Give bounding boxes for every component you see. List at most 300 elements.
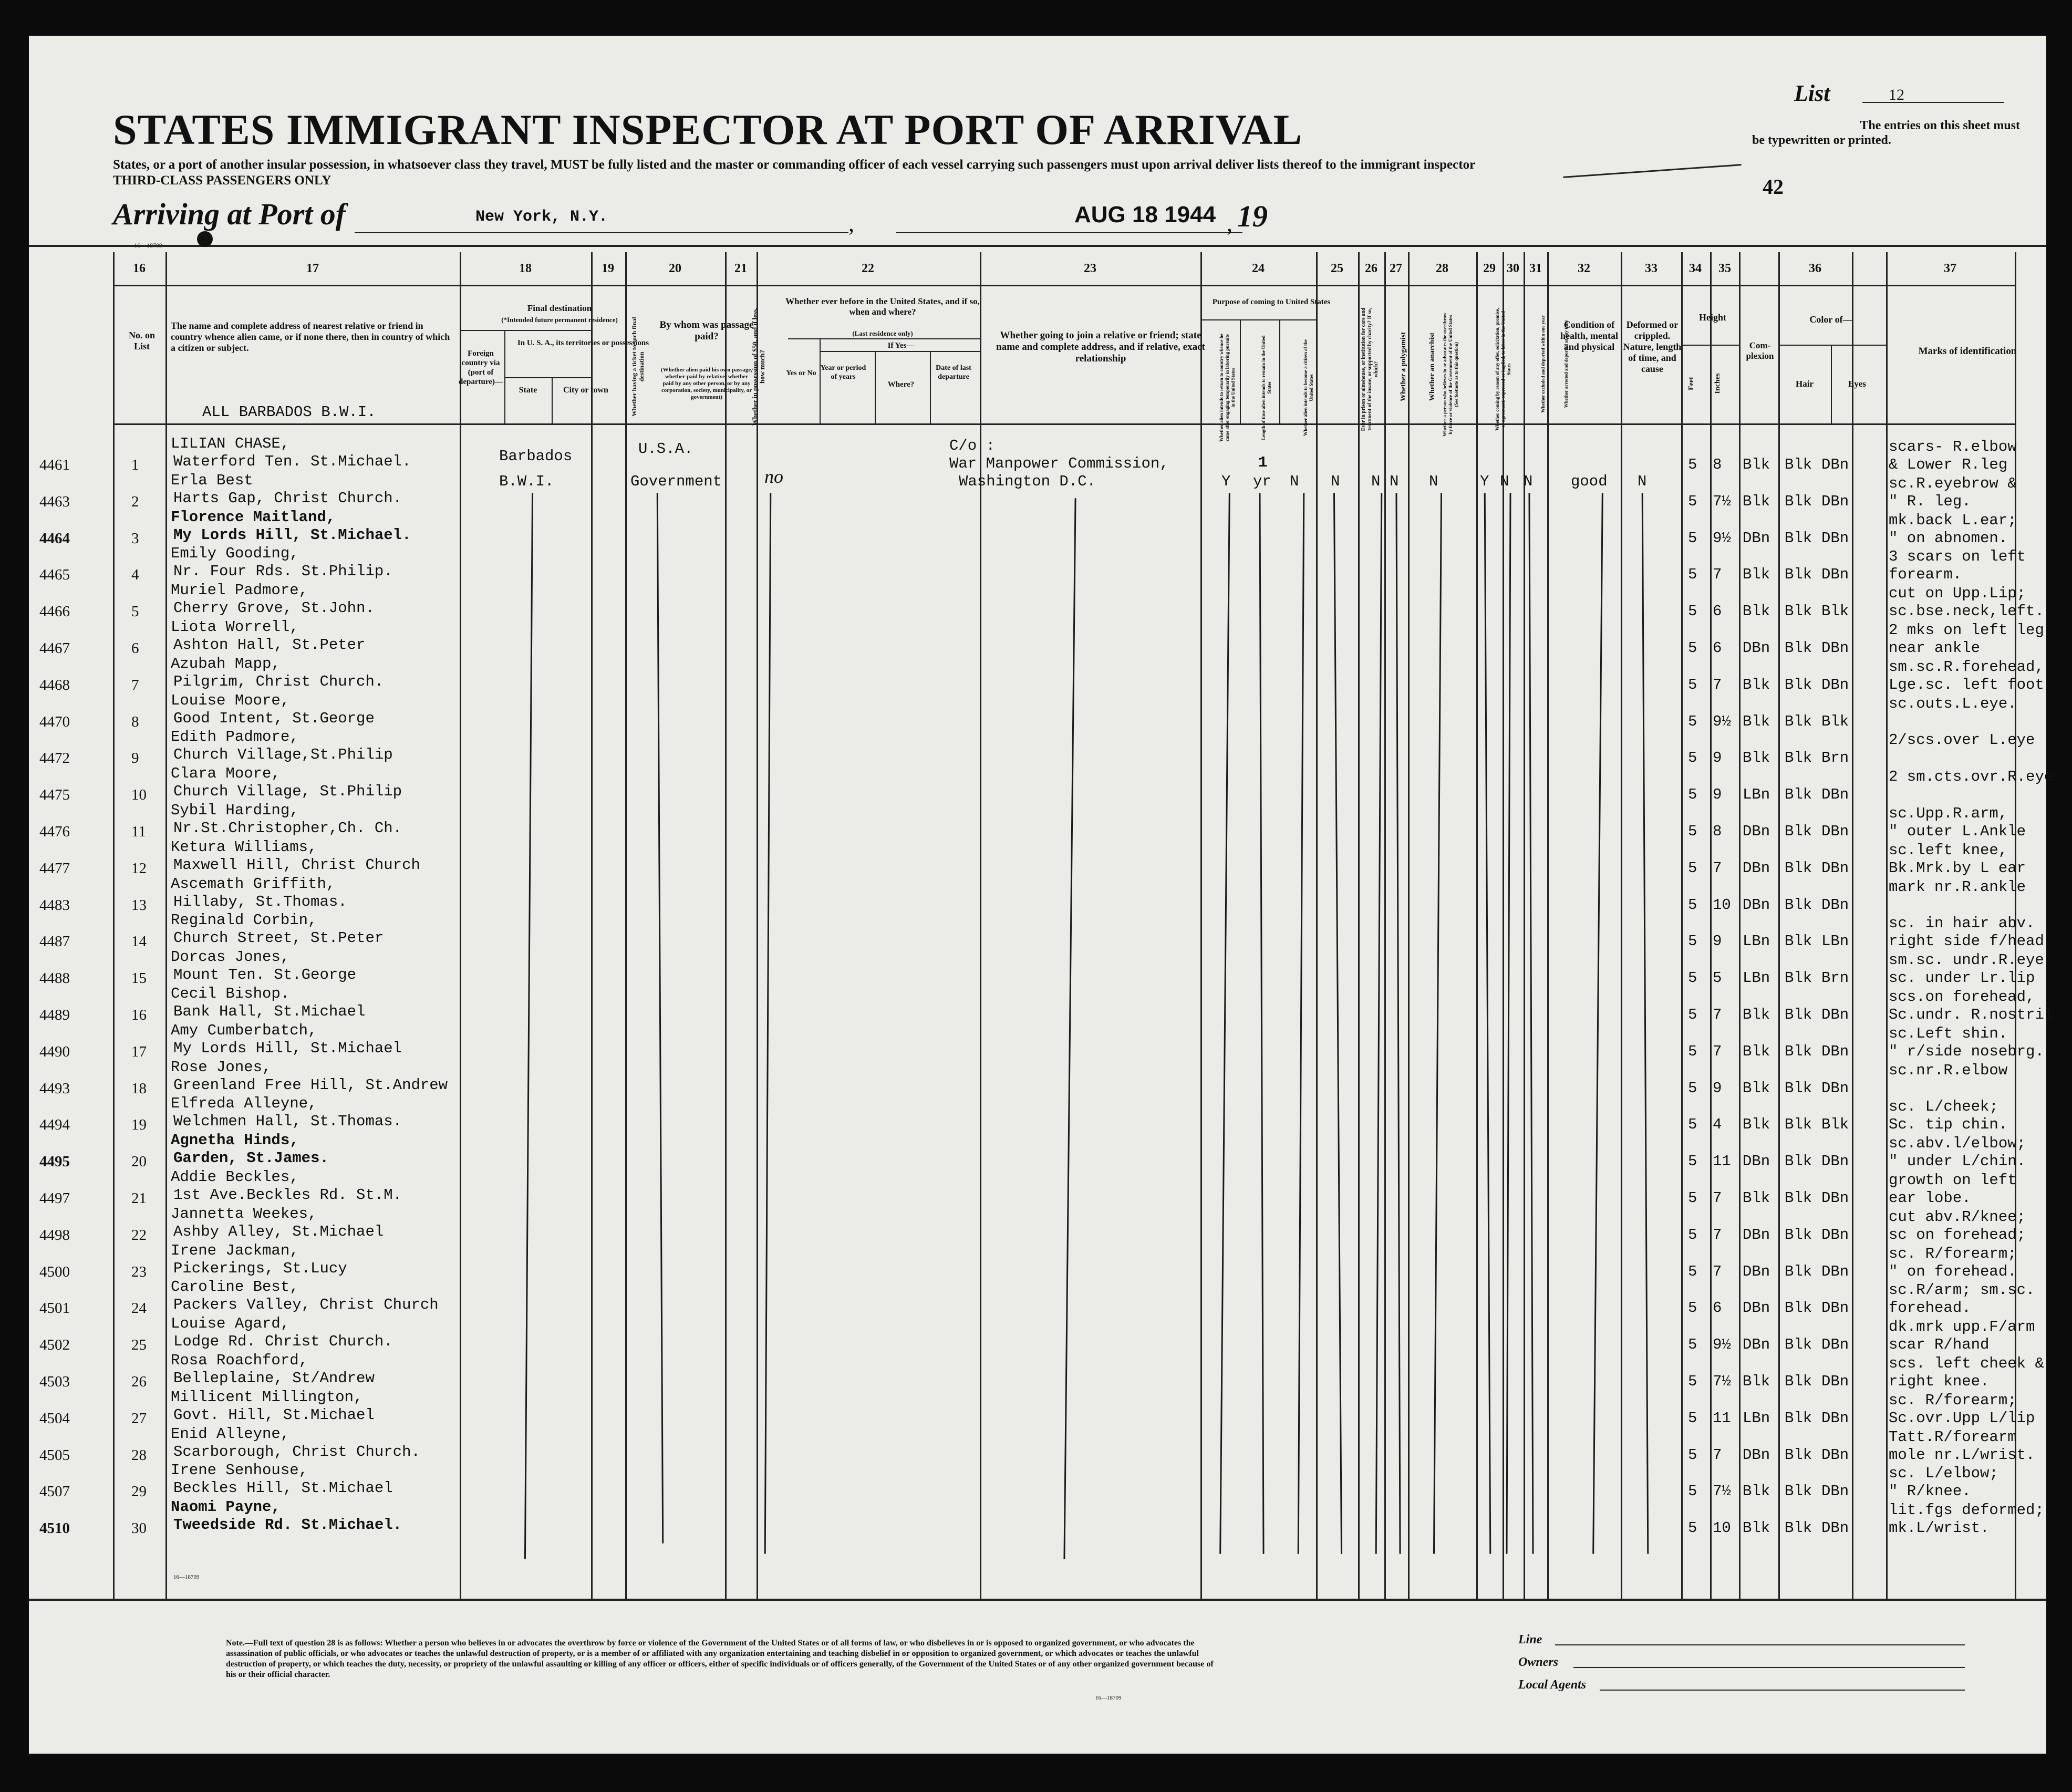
height-feet: 5 (1688, 969, 1697, 987)
height-feet: 5 (1688, 530, 1697, 547)
complexion-value: DBn (1743, 530, 1770, 547)
height-inches: 5 (1713, 969, 1722, 987)
header-before-in-us-sub: (Last residence only) (852, 329, 913, 337)
eye-color-value: DBn (1821, 566, 1849, 583)
height-feet: 5 (1688, 456, 1697, 473)
height-inches: 9½ (1713, 530, 1731, 547)
passenger-relative-name: Florence Maitland, (171, 509, 336, 526)
identification-marks-line-1: sc. R/forearm; (1889, 1392, 2017, 1409)
passenger-relative-name: Jannetta Weekes, (171, 1205, 317, 1223)
eye-color-value: DBn (1821, 1410, 1849, 1427)
strike-mark (1563, 164, 1741, 178)
date-stamp: AUG 18 1944 (1074, 202, 1216, 227)
comma-mark: , (1227, 211, 1232, 236)
identification-marks-line-2: & Lower R.leg (1889, 456, 2008, 473)
header-health: Condition of health, mental and physical (1560, 319, 1618, 352)
identification-marks-line-2: right side f/head (1889, 933, 2044, 950)
row-list-number: 7 (131, 677, 139, 693)
row-list-number: 14 (131, 933, 147, 950)
join-line-3: Washington D.C. (959, 473, 1096, 490)
hair-color-value: Blk (1785, 676, 1812, 693)
class-line: THIRD-CLASS PASSENGERS ONLY (113, 173, 331, 188)
table-row (29, 802, 2046, 838)
hair-color-value: Blk (1785, 1226, 1812, 1244)
row-list-number: 15 (131, 970, 147, 987)
hair-color-value: Blk (1785, 1483, 1812, 1500)
hair-color-value: Blk (1785, 1299, 1812, 1317)
year-prefix: 19 (1237, 199, 1268, 233)
header-purpose-c: Whether alien intends to become a citizen of the United States (1303, 339, 1314, 436)
eye-color-value: DBn (1821, 1006, 1849, 1023)
eye-color-value: DBn (1821, 896, 1849, 914)
passenger-relative-name: Addie Beckles, (171, 1168, 299, 1186)
height-feet: 5 (1688, 1043, 1697, 1060)
identification-marks-line-1: sm.sc.R.forehead, (1889, 658, 2044, 676)
identification-marks-line-1: sc.Left shin. (1889, 1025, 2008, 1042)
column-number: 34 (1689, 262, 1702, 275)
identification-marks-line-2: " on abnomen. (1889, 530, 2008, 547)
row-list-number: 17 (131, 1043, 147, 1060)
row-reference-number: 4461 (39, 457, 70, 473)
list-label: List (1794, 80, 1830, 106)
table-row (29, 655, 2046, 691)
identification-marks-line-1: cut on Upp.Lip; (1889, 585, 2026, 602)
header-color-of: Color of— (1809, 314, 1852, 325)
row-list-number: 9 (131, 750, 139, 766)
row-list-number: 28 (131, 1447, 147, 1464)
height-inches: 6 (1713, 1299, 1722, 1317)
row-list-number: 12 (131, 860, 147, 877)
row-reference-number: 4488 (39, 970, 70, 987)
row-reference-number: 4503 (39, 1373, 70, 1390)
identification-marks-line-1: 2 sm.cts.ovr.R.eye (1889, 768, 2054, 785)
hair-color-value: Blk (1785, 1189, 1812, 1207)
join-line-1: C/o : (949, 437, 996, 454)
destination-state-1: Barbados (499, 448, 573, 465)
row-list-number: 10 (131, 786, 147, 803)
complexion-value: DBn (1743, 1299, 1770, 1317)
complexion-value: Blk (1743, 1189, 1770, 1207)
passenger-relative-name: Irene Senhouse, (171, 1462, 308, 1479)
height-inches: 10 (1713, 1519, 1731, 1537)
passenger-relative-address: Church Street, St.Peter (173, 929, 384, 947)
passenger-relative-address: Hillaby, St.Thomas. (173, 893, 347, 910)
identification-marks-line-1: sc. L/elbow; (1889, 1465, 1998, 1482)
row-reference-number: 4498 (39, 1227, 70, 1244)
table-row (29, 692, 2046, 728)
passenger-relative-address: Waterford Ten. St.Michael. (173, 453, 411, 470)
page-number: 42 (1763, 175, 1784, 199)
labor-offer-value: Y (1480, 473, 1489, 490)
hair-color-value: Blk (1785, 1043, 1812, 1060)
row-reference-number: 4497 (39, 1190, 70, 1207)
complexion-value: LBn (1743, 786, 1770, 803)
passenger-relative-name: LILIAN CHASE, (171, 435, 290, 452)
complexion-value: Blk (1743, 603, 1770, 620)
form-number-table: 16—18709 (173, 1574, 200, 1580)
column-number: 21 (734, 262, 747, 275)
eye-color-value: DBn (1821, 493, 1849, 510)
height-feet: 5 (1688, 1373, 1697, 1390)
column-number: 31 (1529, 262, 1542, 275)
passenger-relative-name: Elfreda Alleyne, (171, 1095, 317, 1112)
identification-marks-line-2: scar R/hand (1889, 1336, 1990, 1353)
eye-color-value: DBn (1821, 786, 1849, 803)
table-row (29, 948, 2046, 985)
complexion-value: Blk (1743, 1080, 1770, 1097)
identification-marks-line-1: sc.Upp.R.arm, (1889, 805, 2008, 822)
eye-color-value: DBn (1821, 1519, 1849, 1537)
identification-marks-line-2: sc. under Lr.lip (1889, 969, 2035, 987)
complexion-value: LBn (1743, 933, 1770, 950)
passenger-relative-address: Cherry Grove, St.John. (173, 599, 375, 617)
passenger-relative-name: Cecil Bishop. (171, 985, 290, 1002)
height-feet: 5 (1688, 1483, 1697, 1500)
passenger-relative-address: Garden, St.James. (173, 1149, 329, 1167)
complexion-value: DBn (1743, 1446, 1770, 1464)
form-title: STATES IMMIGRANT INSPECTOR AT PORT OF ARRIVAL (113, 106, 1303, 153)
height-feet: 5 (1688, 1446, 1697, 1464)
row-reference-number: 4464 (39, 530, 70, 547)
row-list-number: 26 (131, 1373, 147, 1390)
line-field (1555, 1644, 1965, 1645)
identification-marks-line-1: mk.back L.ear; (1889, 512, 2017, 529)
row-list-number: 21 (131, 1190, 147, 1207)
anarchist-value: N (1390, 473, 1399, 490)
column-17-note: ALL BARBADOS B.W.I. (202, 403, 376, 421)
table-row (29, 545, 2046, 581)
passenger-relative-name: Erla Best (171, 472, 253, 489)
height-feet: 5 (1688, 639, 1697, 657)
row-reference-number: 4494 (39, 1116, 70, 1133)
hair-color-value: Blk (1785, 1080, 1812, 1097)
hair-color-value: Blk (1785, 456, 1812, 473)
height-inches: 7 (1713, 1226, 1722, 1244)
header-rule (29, 245, 2046, 247)
money-handwritten: no (764, 466, 783, 487)
hair-color-value: Blk (1785, 603, 1812, 620)
hair-color-value: Blk (1785, 1153, 1812, 1170)
form-subtitle: States, or a port of another insular possession, in whatsoever class they travel, MUST be fully listed and the master or commanding officer of each vessel carrying such passengers must upon arrival deliver lists thereof to the immigrant inspector (113, 158, 1476, 172)
passenger-relative-address: Lodge Rd. Christ Church. (173, 1333, 393, 1350)
identification-marks-line-2: forehead. (1889, 1299, 1971, 1317)
passenger-relative-name: Ketura Williams, (171, 838, 317, 856)
agents-label: Local Agents (1518, 1678, 1587, 1692)
complexion-value: DBn (1743, 859, 1770, 877)
eye-color-value: DBn (1821, 1446, 1849, 1464)
passenger-relative-address: Bank Hall, St.Michael (173, 1003, 366, 1020)
grid-subheader-line (1200, 319, 1316, 320)
header-feet: Feet (1687, 377, 1695, 390)
destination-state-2: B.W.I. (499, 473, 554, 490)
deformed-value: N (1638, 473, 1647, 490)
height-inches: 9 (1713, 786, 1722, 803)
eye-color-value: LBn (1821, 933, 1849, 950)
height-inches: 9 (1713, 1080, 1722, 1097)
header-overthrow: Whether a person who believes in or advocates the overthrow by force or violence of the Government of the United States (See footnote as to this question) (1442, 313, 1459, 437)
hair-color-value: Blk (1785, 969, 1812, 987)
row-list-number: 22 (131, 1227, 147, 1244)
row-reference-number: 4495 (39, 1153, 70, 1170)
eye-color-value: DBn (1821, 530, 1849, 547)
passenger-relative-name: Rosa Roachford, (171, 1352, 308, 1369)
row-list-number: 23 (131, 1263, 147, 1280)
complexion-value: DBn (1743, 1226, 1770, 1244)
grid-subheader-line (504, 377, 591, 378)
passenger-relative-name: Edith Padmore, (171, 728, 299, 745)
header-relative: The name and complete address of nearest relative or friend in country whence alien came, or if none there, then in country of which a citizen or subject. (171, 320, 450, 353)
identification-marks-line-2: mole nr.L/wrist. (1889, 1446, 2035, 1464)
header-deformed: Deformed or crippled. Nature, length of time, and cause (1623, 319, 1682, 374)
height-feet: 5 (1688, 786, 1697, 803)
passenger-relative-name: Ascemath Griffith, (171, 875, 336, 893)
column-number: 35 (1718, 262, 1731, 275)
column-number: 37 (1944, 262, 1956, 275)
table-row (29, 1168, 2046, 1205)
height-inches: 11 (1713, 1410, 1731, 1427)
eye-color-value: DBn (1821, 859, 1849, 877)
height-feet: 5 (1688, 1299, 1697, 1317)
passenger-relative-name: Agnetha Hinds, (171, 1132, 299, 1149)
identification-marks-line-2: " R/knee. (1889, 1483, 1971, 1500)
ink-dot (197, 231, 213, 247)
hair-color-value: Blk (1785, 1373, 1812, 1390)
hair-color-value: Blk (1785, 566, 1812, 583)
height-feet: 5 (1688, 933, 1697, 950)
arrested-value: N (1524, 473, 1533, 490)
row-reference-number: 4490 (39, 1043, 70, 1060)
row-reference-number: 4487 (39, 933, 70, 950)
identification-marks-line-1: sc. R/forearm; (1889, 1245, 2017, 1262)
list-number: 12 (1889, 86, 1904, 103)
height-inches: 8 (1713, 823, 1722, 840)
header-if-yes: If Yes— (887, 341, 915, 350)
passenger-relative-address: Pickerings, St.Lucy (173, 1260, 347, 1277)
identification-marks-line-2: " outer L.Ankle (1889, 823, 2026, 840)
hair-color-value: Blk (1785, 1006, 1812, 1023)
manifest-sheet (29, 36, 2054, 1754)
identification-marks-line-2: sc on forehead; (1889, 1226, 2026, 1244)
passenger-relative-address: Govt. Hill, St.Michael (173, 1406, 375, 1424)
column-number: 27 (1390, 262, 1402, 275)
length-value: 1 (1258, 454, 1268, 471)
header-hair: Hair (1796, 379, 1814, 389)
passenger-relative-address: Nr. Four Rds. St.Philip. (173, 563, 393, 580)
table-row (29, 1095, 2046, 1131)
column-number: 18 (519, 262, 532, 275)
height-inches: 7 (1713, 1263, 1722, 1280)
identification-marks-line-1: cut abv.R/knee; (1889, 1208, 2026, 1226)
height-feet: 5 (1688, 493, 1697, 510)
identification-marks-line-2: Sc.undr. R.nostril (1889, 1006, 2054, 1023)
complexion-value: Blk (1743, 1116, 1770, 1133)
passenger-relative-address: My Lords Hill, St.Michael. (173, 526, 411, 544)
row-list-number: 29 (131, 1483, 147, 1500)
passenger-relative-name: Reginald Corbin, (171, 911, 317, 929)
passenger-relative-address: Beckles Hill, St.Michael (173, 1479, 393, 1497)
hair-color-value: Blk (1785, 493, 1812, 510)
eye-color-value: DBn (1821, 676, 1849, 693)
table-row (29, 1059, 2046, 1095)
complexion-value: Blk (1743, 1006, 1770, 1023)
header-last-departure: Date of last departure (936, 364, 971, 381)
identification-marks-line-1: growth on left (1889, 1172, 2017, 1189)
identification-marks-line-1: sc.R/arm; sm.sc. (1889, 1281, 2035, 1299)
row-list-number: 30 (131, 1520, 147, 1537)
row-reference-number: 4489 (39, 1007, 70, 1023)
header-excluded: Whether excluded and deported within one year (1540, 315, 1546, 413)
complexion-value: DBn (1743, 1263, 1770, 1280)
hair-color-value: Blk (1785, 859, 1812, 877)
passenger-relative-address: Packers Valley, Christ Church (173, 1296, 439, 1313)
height-inches: 7 (1713, 1189, 1722, 1207)
height-feet: 5 (1688, 1519, 1697, 1537)
list-underline (1862, 102, 2004, 103)
passenger-relative-name: Naomi Payne, (171, 1498, 281, 1516)
height-inches: 6 (1713, 639, 1722, 657)
comma-mark: , (848, 211, 854, 236)
identification-marks-line-1: scs.on forehead, (1889, 988, 2035, 1006)
table-row (29, 1315, 2046, 1351)
passenger-relative-name: Rose Jones, (171, 1059, 272, 1076)
identification-marks-line-2: " R. leg. (1889, 493, 1971, 510)
complexion-value: DBn (1743, 823, 1770, 840)
identification-marks-line-1: Tatt.R/forearm (1889, 1428, 2017, 1446)
footnote-form-number: 16—18709 (1095, 1695, 1122, 1701)
passenger-relative-name: Clara Moore, (171, 765, 281, 782)
table-row (29, 582, 2046, 618)
complexion-value: Blk (1743, 493, 1770, 510)
grid-subheader-column (504, 330, 505, 423)
identification-marks-line-2: Bk.Mrk.by L ear (1889, 859, 2026, 877)
row-list-number: 25 (131, 1337, 147, 1353)
header-height: Height (1699, 312, 1726, 323)
eye-color-value: DBn (1821, 1189, 1849, 1207)
excluded-value: N (1500, 473, 1509, 490)
health-value: good (1571, 473, 1608, 490)
height-inches: 9 (1713, 749, 1722, 766)
column-number: 25 (1331, 262, 1343, 275)
header-eyes: Eyes (1848, 379, 1866, 389)
identification-marks-line-1: 2 mks on left leg (1889, 621, 2044, 639)
header-final-destination-sub: (*Intended future permanent residence) (501, 316, 618, 324)
passenger-relative-address: 1st Ave.Beckles Rd. St.M. (173, 1186, 402, 1204)
eye-color-value: DBn (1821, 1373, 1849, 1390)
height-inches: 11 (1713, 1153, 1731, 1170)
agents-field (1600, 1690, 1965, 1691)
header-purpose: Purpose of coming to United States (1212, 298, 1331, 306)
arriving-label: Arriving at Port of (113, 197, 346, 231)
row-reference-number: 4493 (39, 1080, 70, 1097)
height-feet: 5 (1688, 1080, 1697, 1097)
passenger-relative-name: Louise Agard, (171, 1315, 290, 1332)
eye-color-value: Blk (1821, 1116, 1849, 1133)
identification-marks-line-2: sc.bse.neck,left. (1889, 603, 2044, 620)
height-feet: 5 (1688, 676, 1697, 693)
footer-rule (29, 1599, 2046, 1601)
eye-color-value: DBn (1821, 639, 1849, 657)
passenger-relative-name: Enid Alleyne, (171, 1425, 290, 1443)
height-inches: 7 (1713, 566, 1722, 583)
entries-note-2: be typewritten or printed. (1752, 133, 1891, 147)
header-purpose-b: Length of time alien intends to remain in the United States (1261, 335, 1272, 440)
identification-marks-line-1: 3 scars on left (1889, 548, 2026, 565)
complexion-value: Blk (1743, 566, 1770, 583)
header-marks: Marks of identification (1918, 346, 2017, 357)
height-inches: 9 (1713, 933, 1722, 950)
header-labor-offer: Whether coming by reason of any offer, solicitation, promise, or agreement, expressed or implied, to labor in the United States (1495, 308, 1511, 431)
join-line-2: War Manpower Commission, (949, 455, 1169, 472)
row-list-number: 27 (131, 1410, 147, 1427)
eye-color-value: DBn (1821, 456, 1849, 473)
grid-subheader-line (460, 330, 591, 331)
header-final-destination: Final destination (527, 303, 592, 313)
hair-color-value: Blk (1785, 1263, 1812, 1280)
line-label: Line (1518, 1633, 1542, 1646)
owners-label: Owners (1518, 1655, 1559, 1669)
header-state: State (519, 386, 537, 395)
column-number: 20 (669, 262, 681, 275)
column-number: 29 (1483, 262, 1496, 275)
table-row (29, 765, 2054, 803)
passenger-relative-address: Tweedside Rd. St.Michael. (173, 1516, 402, 1534)
identification-marks-line-1: sc.left knee, (1889, 842, 2008, 859)
passenger-relative-name: Sybil Harding, (171, 802, 299, 819)
height-inches: 7½ (1713, 1483, 1731, 1500)
prison-value: N (1331, 473, 1340, 490)
identification-marks-line-2: near ankle (1889, 639, 1981, 657)
table-row (29, 618, 2046, 655)
height-inches: 7½ (1713, 1373, 1731, 1390)
length-unit: yr (1253, 473, 1271, 490)
passage-country: U.S.A. (638, 440, 693, 458)
table-row (29, 728, 2046, 764)
row-reference-number: 4470 (39, 713, 70, 730)
complexion-value: DBn (1743, 896, 1770, 914)
complexion-value: Blk (1743, 1483, 1770, 1500)
hair-color-value: Blk (1785, 896, 1812, 914)
identification-marks-line-1: dk.mrk upp.F/arm (1889, 1318, 2035, 1335)
identification-marks-line-2: mk.L/wrist. (1889, 1519, 1990, 1537)
identification-marks-line-2: Sc. tip chin. (1889, 1116, 2008, 1133)
row-reference-number: 4463 (39, 493, 70, 510)
identification-marks-line-2: Lge.sc. left foot (1889, 676, 2044, 693)
row-list-number: 16 (131, 1007, 147, 1023)
identification-marks-line-1: sc. L/cheek; (1889, 1098, 1998, 1115)
passenger-relative-address: Church Village,St.Philip (173, 746, 393, 763)
height-inches: 7 (1713, 1043, 1722, 1060)
overthrow-value: N (1429, 473, 1438, 490)
table-row (29, 875, 2046, 914)
port-value: New York, N.Y. (475, 208, 608, 226)
passenger-relative-name: Muriel Padmore, (171, 582, 308, 599)
header-prison: Ever in prison or almshouse, or institution for care and treatment of the insane, or supported by charity? If so, which? (1361, 307, 1379, 431)
header-complexion: Com-plexion (1746, 340, 1774, 361)
column-number: 36 (1809, 262, 1821, 275)
complexion-value: Blk (1743, 713, 1770, 730)
height-feet: 5 (1688, 1410, 1697, 1427)
table-row (29, 838, 2046, 875)
row-reference-number: 4465 (39, 566, 70, 583)
height-inches: 4 (1713, 1116, 1722, 1133)
complexion-value: DBn (1743, 639, 1770, 657)
eye-color-value: DBn (1821, 1483, 1849, 1500)
identification-marks-line-1: sc.abv.l/elbow; (1889, 1135, 2026, 1152)
port-underline (355, 232, 848, 233)
height-inches: 7 (1713, 676, 1722, 693)
complexion-value: DBn (1743, 1336, 1770, 1353)
row-list-number: 11 (131, 823, 146, 840)
